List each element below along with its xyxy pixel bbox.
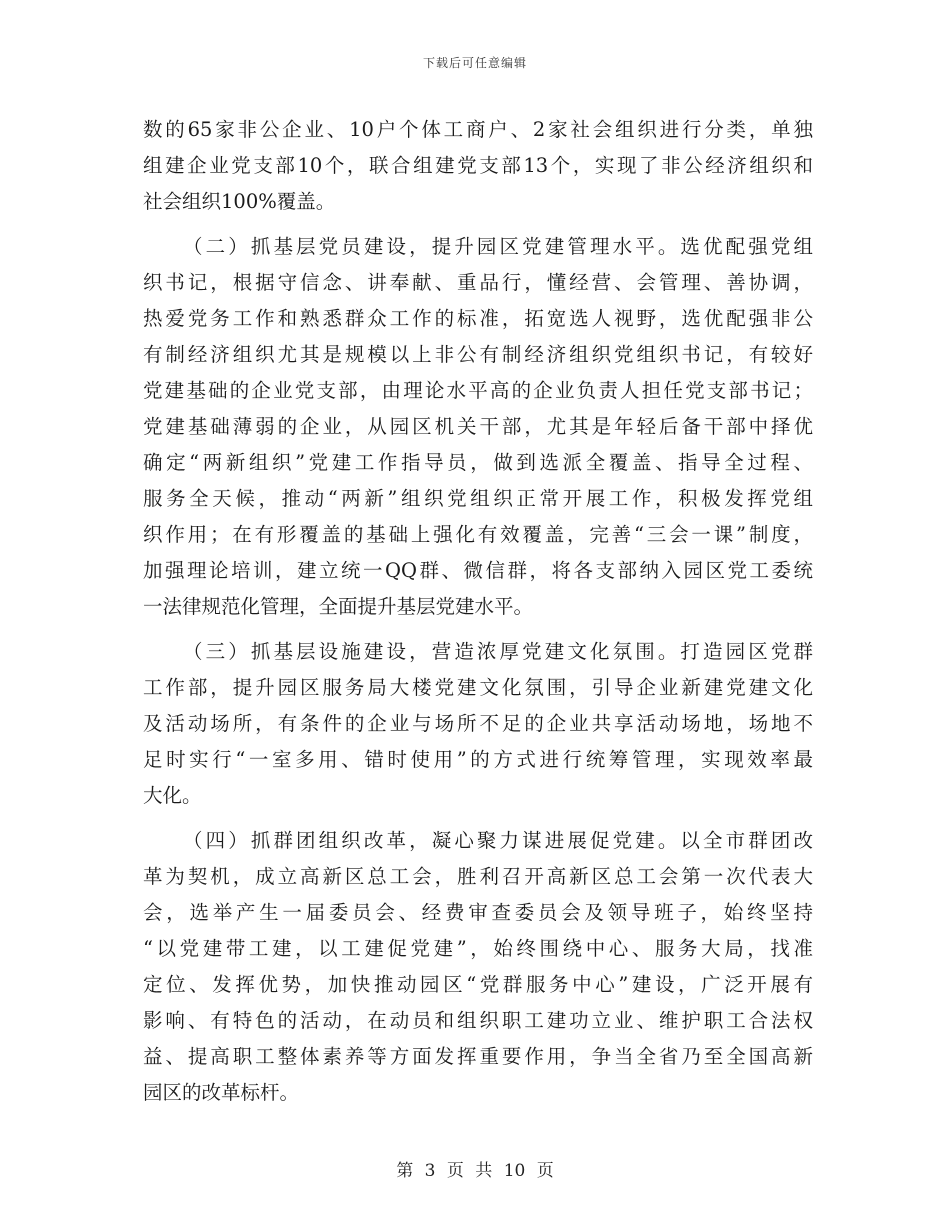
text-line: 党建基础的企业党支部，由理论水平高的企业负责人担任党支部书记；	[143, 379, 813, 402]
text-line: 工作部，提升园区服务局大楼党建文化氛围，引导企业新建党建文化	[143, 676, 813, 699]
text-line: 园区的改革标杆。	[143, 1081, 300, 1104]
text-line: 党建基础薄弱的企业，从园区机关干部，尤其是年轻后备干部中择优	[143, 415, 813, 438]
text-line: 织作用；在有形覆盖的基础上强化有效覆盖，完善“三会一课”制度，	[143, 523, 813, 546]
text-line: 数的65家非公企业、10户个体工商户、2家社会组织进行分类，单独	[143, 118, 813, 141]
paragraph	[143, 112, 813, 220]
document-body	[143, 112, 813, 1111]
text-line: 社会组织100%覆盖。	[143, 190, 336, 213]
text-line: 织书记，根据守信念、讲奉献、重品行，懂经营、会管理、善协调，	[143, 271, 813, 294]
text-line: 有制经济组织尤其是规模以上非公有制经济组织党组织书记，有较好	[143, 343, 813, 366]
text-line: 服务全天候，推动“两新”组织党组织正常开展工作，积极发挥党组	[143, 487, 813, 510]
text-line: 热爱党务工作和熟悉群众工作的标准，拓宽选人视野，选优配强非公	[143, 307, 813, 330]
text-line: （二）抓基层党员建设，提升园区党建管理水平。选优配强党组	[183, 235, 813, 258]
text-line: 组建企业党支部10个，联合组建党支部13个，实现了非公经济组织和	[143, 154, 813, 177]
text-line: 定位、发挥优势，加快推动园区“党群服务中心”建设，广泛开展有	[143, 973, 813, 996]
text-line: （三）抓基层设施建设，营造浓厚党建文化氛围。打造园区党群	[183, 640, 813, 663]
text-line: 及活动场所，有条件的企业与场所不足的企业共享活动场地，场地不	[143, 712, 813, 735]
text-line: 影响、有特色的活动，在动员和组织职工建功立业、维护职工合法权	[143, 1009, 813, 1032]
text-line: 益、提高职工整体素养等方面发挥重要作用，争当全省乃至全国高新	[143, 1045, 813, 1068]
page-header: 下载后可任意编辑	[422, 56, 527, 70]
text-line: 加强理论培训，建立统一QQ群、微信群，将各支部纳入园区党工委统	[143, 559, 813, 582]
text-line: 大化。	[143, 784, 202, 807]
paragraph	[143, 634, 813, 814]
text-line: 确定“两新组织”党建工作指导员，做到选派全覆盖、指导全过程、	[143, 451, 813, 474]
paragraph	[143, 229, 813, 625]
text-line: 会，选举产生一届委员会、经费审查委员会及领导班子，始终坚持	[143, 901, 813, 924]
page-footer: 第 3 页 共 10 页	[396, 1161, 554, 1181]
text-line: 足时实行“一室多用、错时使用”的方式进行统筹管理，实现效率最	[143, 748, 813, 771]
text-line: 一法律规范化管理，全面提升基层党建水平。	[143, 595, 534, 618]
text-line: “以党建带工建，以工建促党建”，始终围绕中心、服务大局，找准	[143, 937, 813, 960]
text-line: （四）抓群团组织改革，凝心聚力谋进展促党建。以全市群团改	[183, 829, 813, 852]
paragraph	[143, 823, 813, 1111]
text-line: 革为契机，成立高新区总工会，胜利召开高新区总工会第一次代表大	[143, 865, 813, 888]
